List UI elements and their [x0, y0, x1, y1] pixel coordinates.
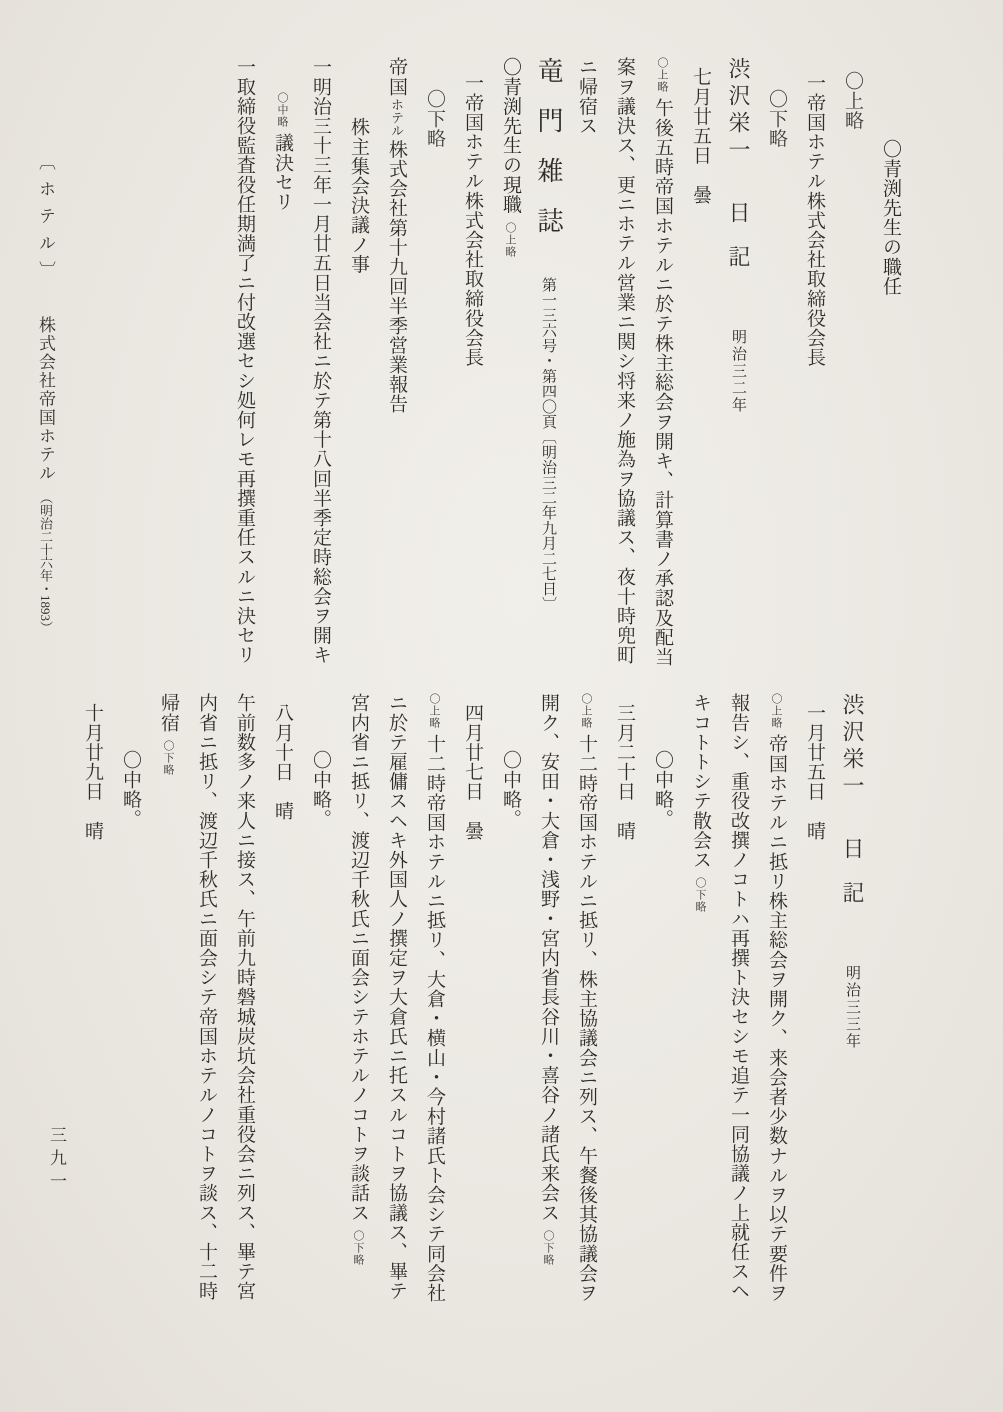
annotation-geryaku: 〇下略: [694, 877, 706, 914]
diary-entry-line: 報告シ、重役改撰ノコトハ再撰ト決セシモ追テ一同協議ノ上就任スヘ: [728, 693, 749, 1301]
diary-entry-line: [415, 693, 453, 1343]
diary-entry-line: [149, 693, 187, 1343]
report-item-line: 一取締役監査役任期満了ニ付改選セシ処何レモ再撰重任スルニ決セリ: [234, 57, 255, 665]
diary-entry-text: 帝国ホテルニ抵リ株主総会ヲ開ク、来会者少数ナルヲ以テ要件ヲ: [766, 734, 787, 1303]
diary-entry-line: 内省ニ抵リ、渡辺千秋氏ニ面会シテ帝国ホテルノコトヲ談ス、十二時: [196, 693, 217, 1301]
diary-entry-date: 四月廿七日 曇: [462, 703, 483, 841]
diary-entry-text: 十二時帝国ホテルニ抵リ、大倉・横山・今村諸氏ト会シテ同会社: [424, 734, 445, 1303]
seien-note-body-line: 一帝国ホテル株式会社取締役会長: [804, 73, 825, 367]
heading-text: 〇青渕先生の現職: [500, 57, 521, 214]
diary-entry-line: 案ヲ議決ス、更ニホテル営業ニ関シ将来ノ施為ヲ協議ス、夜十時兜町: [614, 57, 635, 665]
diary-entry-text: 十二時帝国ホテルニ抵リ、株主協議会ニ列ス、午餐後其協議会ヲ: [576, 734, 597, 1303]
report-heading-lead: 帝国: [386, 57, 407, 97]
section-heading-seien-genshoku: [491, 57, 529, 737]
annotation-geryaku: 〇下略: [162, 740, 174, 777]
diary-title-m32: [719, 57, 757, 737]
magazine-issue-ref: 第一三六号・第四〇頁〔明治三二年九月二七日〕: [540, 277, 556, 612]
diary-title-m33: [833, 693, 871, 1343]
running-head-source-title: 株式会社帝国ホテル: [36, 316, 55, 483]
diary-entry-date: 十月廿九日 晴: [82, 703, 103, 841]
diary-entry-line: [757, 693, 795, 1343]
running-head-category: 〔ホテル〕: [36, 153, 55, 288]
diary-entry-text: キコトトシテ散会ス: [690, 693, 711, 870]
diary-doc-label: 日記: [840, 837, 865, 925]
diary-entry-text: 午後五時帝国ホテルニ於テ株主総会ヲ開キ、計算書ノ承認及配当: [652, 98, 673, 667]
diary-entry-line: 午前数多ノ来人ニ接ス、午前九時磐城炭坑会社重役会ニ列ス、畢テ宮: [234, 693, 255, 1301]
diary-entry-text: 開ク、安田・大倉・浅野・宮内省長谷川・喜谷ノ諸氏来会ス: [538, 693, 559, 1223]
diary-entry-text: 宮内省ニ抵リ、渡辺千秋氏ニ面会シテホテルノコトヲ談話ス: [348, 693, 369, 1223]
top-section: [225, 57, 909, 737]
annotation-joryaku: 〇上略: [656, 57, 668, 93]
diary-era-year: 明治三二年: [730, 329, 746, 414]
annotation-geryaku: 〇下略: [766, 89, 787, 148]
diary-entry-line: ニ於テ雇傭スヘキ外国人ノ撰定ヲ大倉氏ニ托スルコトヲ協議ス、畢テ: [386, 693, 407, 1301]
diary-entry-line: [567, 693, 605, 1343]
diary-entry-date: 八月十日 晴: [272, 703, 293, 821]
annotation-churyaku: 〇中略: [276, 92, 288, 128]
diary-author: 渋沢栄一: [726, 57, 751, 165]
report-heading-small-kana: ホテル: [389, 98, 404, 138]
report-item-text: 議決セリ: [272, 133, 293, 212]
report-item-line: 一明治三十三年一月廿五日当会社ニ於テ第十八回半季定時総会ヲ開キ: [310, 57, 331, 665]
annotation-geryaku: 〇下略: [352, 1230, 364, 1267]
diary-entry-text: 帰宿: [158, 693, 179, 733]
annotation-joryaku: 〇上略: [770, 693, 782, 729]
page-number: 三九一: [47, 1126, 66, 1195]
magazine-name: 竜門雑誌: [534, 57, 563, 257]
diary-era-year: 明治三三年: [844, 965, 860, 1050]
diary-doc-label: 日記: [726, 201, 751, 289]
annotation-joryaku: 〇上略: [428, 693, 440, 729]
diary-entry-date: 七月廿五日 曇: [690, 67, 711, 205]
diary-entry-line: [339, 693, 377, 1343]
diary-entry-date: 三月二十日 晴: [614, 703, 635, 841]
diary-entry-line: ニ帰宿ス: [576, 57, 597, 136]
running-head-source-year: （明治二十六年・1893）: [38, 490, 53, 634]
diary-entry-line: [643, 57, 681, 737]
annotation-joryaku: 〇上略: [580, 693, 592, 729]
annotation-geryaku: 〇下略: [542, 1230, 554, 1267]
running-head: [30, 153, 60, 634]
diary-entry-line: [681, 693, 719, 1343]
annotation-churyaku: 〇中略。: [652, 750, 673, 829]
diary-entry-date: 一月廿五日 晴: [804, 703, 825, 841]
report-item-continuation: [263, 57, 301, 737]
section-heading-seien-shokunin: 〇青渕先生の職任: [880, 139, 901, 296]
ryumon-magazine-title: [529, 57, 567, 737]
report-subheading: 株主集会決議ノ事: [348, 117, 369, 274]
annotation-churyaku: 〇中略。: [310, 750, 331, 829]
diary-author: 渋沢栄一: [840, 693, 865, 801]
annotation-churyaku: 〇中略。: [120, 750, 141, 829]
report-heading-rest: 株式会社第十九回半季営業報告: [386, 139, 407, 414]
annotation-joryaku: 〇上略: [504, 221, 516, 258]
annotation-churyaku: 〇中略。: [500, 750, 521, 829]
diary-entry-line: [529, 693, 567, 1343]
ryumon-body-line: 一帝国ホテル株式会社取締役会長: [462, 73, 483, 367]
report-heading: [377, 57, 415, 737]
annotation-geryaku: 〇下略: [424, 89, 445, 148]
bottom-section: [73, 693, 871, 1343]
annotation-joryaku: 〇上略: [842, 71, 863, 130]
